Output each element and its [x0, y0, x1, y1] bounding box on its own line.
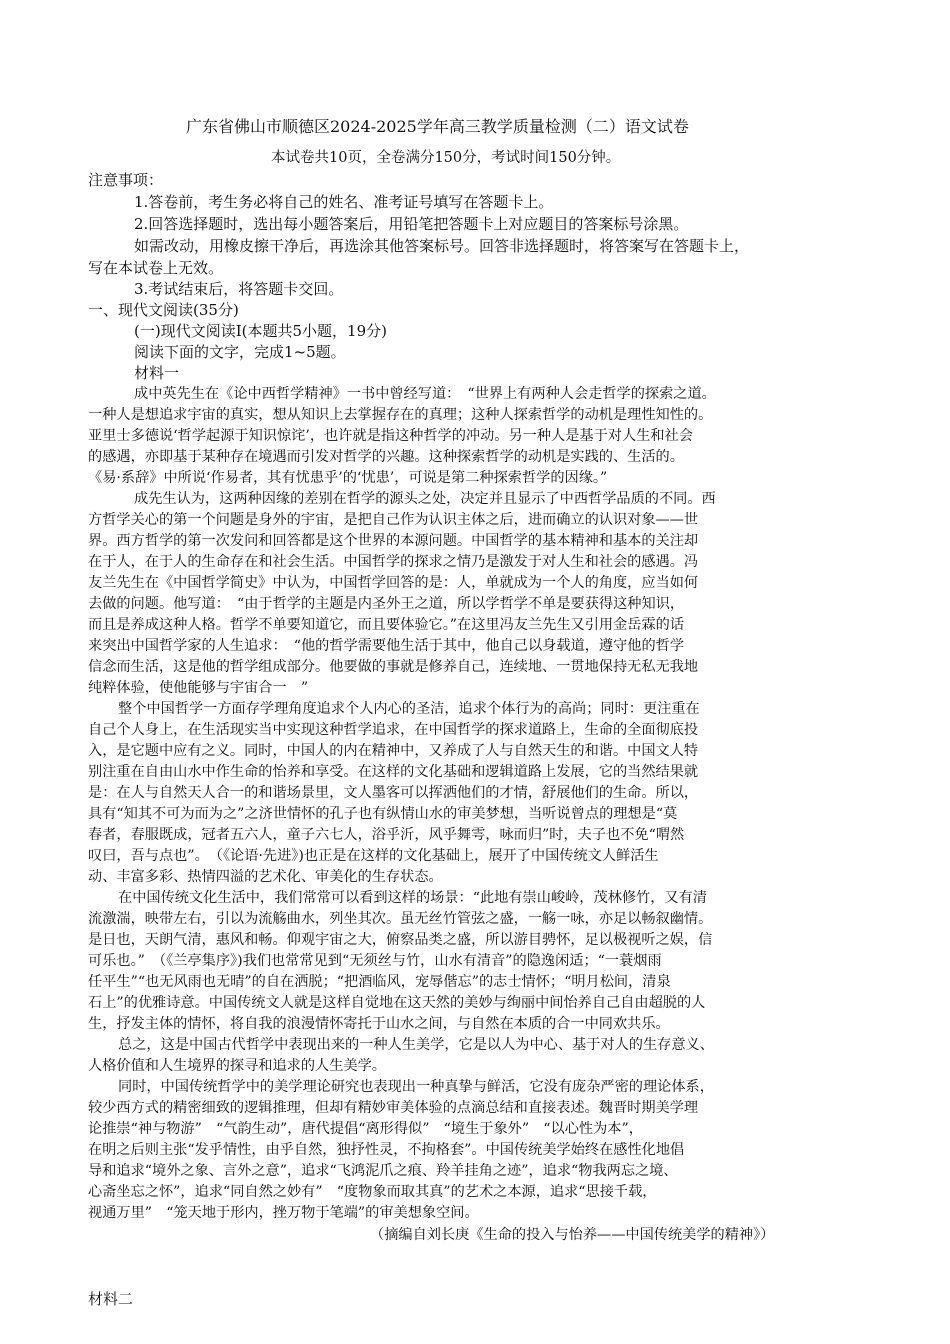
passage-line: 方哲学关心的第一个问题是身外的宇宙，是把自己作为认识主体之后，进而确立的认识对象——世	[88, 512, 699, 528]
passage-line: 入，是它题中应有之义。同时，中国人的内在精神中，又养成了人与自然天生的和谐。中国文人特	[88, 743, 699, 759]
material-one-label: 材料一	[134, 364, 180, 382]
passage-line: 较少西方式的精密细致的逻辑推理，但却有精妙审美体验的点滴总结和直接表述。魏晋时期美学理	[88, 1100, 699, 1116]
passage-line: 可乐也。” （《兰亭集序》)我们也常常见到“无须丝与竹，山水有清音”的隐逸闲适；“一蓑烟雨	[88, 953, 662, 969]
passage-line: 的感遇，亦即基于某种存在境遇而引发对哲学的兴趣。这种探索哲学的动机是实践的、生活的。	[88, 449, 684, 465]
section-heading: 一、现代文阅读(35分)	[88, 301, 239, 319]
passage-line: 一种人是想追求宇宙的真实，想从知识上去掌握存在的真理；这种人探索哲学的动机是理性知性的。	[88, 407, 713, 423]
passage-line: 心斋坐忘之怀”，追求“同自然之妙有” “度物象而取其真”的艺术之本源，追求“思接千载，	[88, 1184, 657, 1200]
notice-item: 如需改动，用橡皮擦干净后，再选涂其他答案标号。回答非选择题时，将答案写在答题卡上，	[134, 237, 750, 255]
passage-line: 人格价值和人生境界的探寻和追求的人生美学。	[88, 1058, 386, 1074]
passage-line: 成中英先生在《论中西哲学精神》一书中曾经写道： “世界上有两种人会走哲学的探索之道。	[134, 386, 716, 402]
passage-line: 纯粹体验，使他能够与宇宙合一 ”	[88, 680, 309, 696]
passage-line: 而且是养成这种人格。哲学不单要知道它，而且要体验它。”在这里冯友兰先生又引用金岳霖的话	[88, 617, 685, 633]
material-two-label: 材料二	[88, 1290, 134, 1308]
passage-line: 生，抒发主体的情怀，将自我的浪漫情怀寄托于山水之间，与自然在本质的合一中同欢共乐。	[88, 1016, 670, 1032]
reading-instruction: 阅读下面的文字，完成1~5题。	[134, 343, 346, 361]
passage-line: 整个中国哲学一方面存学理角度追求个人内心的圣洁，追求个体行为的高尚；同时：更注重在	[118, 701, 700, 717]
passage-line: 成先生认为，这两种因缘的差别在哲学的源头之处，决定并且显示了中西哲学品质的不同。西	[134, 491, 716, 507]
subsection-heading: (一)现代文阅读Ⅰ(本题共5小题，19分)	[134, 322, 387, 340]
passage-line: 具有“知其不可为而为之”之济世情怀的孔子也有纵情山水的审美梦想，当听说曾点的理想是“莫	[88, 806, 678, 822]
passage-line: 动、丰富多彩、热情四溢的艺术化、审美化的生存状态。	[88, 869, 443, 885]
exam-title: 广东省佛山市顺德区2024-2025学年高三教学质量检测（二）语文试卷	[186, 117, 689, 136]
passage-line: 视通万里” “笼天地于形内，挫万物于笔端”的审美想象空间。	[88, 1205, 479, 1221]
passage-line: 去做的问题。他写道： “由于哲学的主题是内圣外王之道，所以学哲学不单是要获得这种知识，	[88, 596, 685, 612]
exam-subtitle: 本试卷共10页，全卷满分150分，考试时间150分钟。	[271, 150, 621, 166]
passage-line: 自己个人身上，在生活现实当中实现这种哲学追求，在中国哲学的探求道路上，生命的全面彻底投	[88, 722, 699, 738]
passage-line: 《易·系辞》中所说‘作易者，其有忧患乎’的‘忧患’，可说是第二种探索哲学的因缘。”	[88, 470, 608, 486]
passage-line: 同时，中国传统哲学中的美学理论研究也表现出一种真挚与鲜活，它没有庞杂严密的理论体系，	[118, 1079, 714, 1095]
notice-item: 2.回答选择题时，选出每小题答案后，用铅笔把答题卡上对应题目的答案标号涂黑。	[134, 215, 689, 233]
passage-line: 是：在人与自然天人合一的和谐场景里，文人墨客可以挥洒他们的才情，舒展他们的生命。所以，	[88, 785, 699, 801]
passage-line: 叹曰，吾与点也”。 （《论语·先进》)也正是在这样的文化基础上，展开了中国传统文人鲜活生	[88, 848, 659, 864]
passage-line: 流激湍，映带左右，引以为流觞曲水，列坐其次。虽无丝竹管弦之盛，一觞一咏，亦足以畅叙幽情。	[88, 911, 713, 927]
passage-line: 总之，这是中国古代哲学中表现出来的一种人生美学，它是以人为中心、基于对人的生存意义、	[118, 1037, 714, 1053]
passage-line: 石上”的优雅诗意。中国传统文人就是这样自觉地在这天然的美妙与绚丽中间怡养自己自由超脱的人	[88, 995, 706, 1011]
notice-item: 3.考试结束后，将答题卡交回。	[134, 280, 344, 298]
passage-line: 信念而生活，这是他的哲学组成部分。他要做的事就是修养自己，连续地、一贯地保持无私无我地	[88, 659, 699, 675]
notice-heading: 注意事项：	[88, 171, 164, 189]
passage-line: 亚里士多德说‘哲学起源于知识惊诧’，也许就是指这种哲学的冲动。另一种人是基于对人生和社会	[88, 428, 693, 444]
notice-item: 1.答卷前，考生务必将自己的姓名、准考证号填写在答题卡上。	[134, 193, 554, 211]
passage-source: （摘编自刘长庚《生命的投入与怡养——中国传统美学的精神》）	[370, 1227, 775, 1243]
passage-line: 来突出中国哲学家的人生追求： “他的哲学需要他生活于其中，他自己以身载道，遵守他的哲学	[88, 638, 685, 654]
notice-item: 写在本试卷上无效。	[88, 259, 224, 277]
passage-line: 在明之后则主张“发乎情性，由乎自然，独抒性灵，不拘格套”。中国传统美学始终在感性化地倡	[88, 1142, 685, 1158]
passage-line: 在中国传统文化生活中，我们常常可以看到这样的场景：“此地有崇山峻岭，茂林修竹，又有清	[118, 890, 707, 906]
passage-line: 友兰先生在《中国哲学简史》中认为，中国哲学回答的是：人，单就成为一个人的角度，应当如何	[88, 575, 699, 591]
passage-line: 别注重在自由山水中作生命的怡养和享受。在这样的文化基础和逻辑道路上发展，它的当然结果就	[88, 764, 699, 780]
passage-line: 是日也，天朗气清，惠风和畅。仰观宇宙之大，俯察品类之盛，所以游目骋怀，足以极视听之娱，信	[88, 932, 713, 948]
passage-line: 论推崇“神与物游” “气韵生动”，唐代提倡“离形得似” “境生于象外” “以心性为本”，	[88, 1121, 643, 1137]
passage-line: 在于人，在于人的生命存在和社会生活。中国哲学的探求之情乃是激发于对人生和社会的感遇。冯	[88, 554, 699, 570]
passage-line: 界。西方哲学的第一次发问和回答都是这个世界的本源问题。中国哲学的基本精神和基本的关注却	[88, 533, 699, 549]
passage-line: 春者，春服既成，冠者五六人，童子六七人，浴乎沂，风乎舞雩，咏而归”时，夫子也不免“喟然	[88, 827, 685, 843]
passage-line: 导和追求“境外之象、言外之意”，追求“飞鸿泥爪之痕、羚羊挂角之迹”，追求“物我两忘之境、	[88, 1163, 678, 1179]
passage-line: 任平生”“也无风雨也无晴”的自在洒脱；“把酒临风，宠辱偕忘”的志士情怀；“明月松间，清泉	[88, 974, 671, 990]
